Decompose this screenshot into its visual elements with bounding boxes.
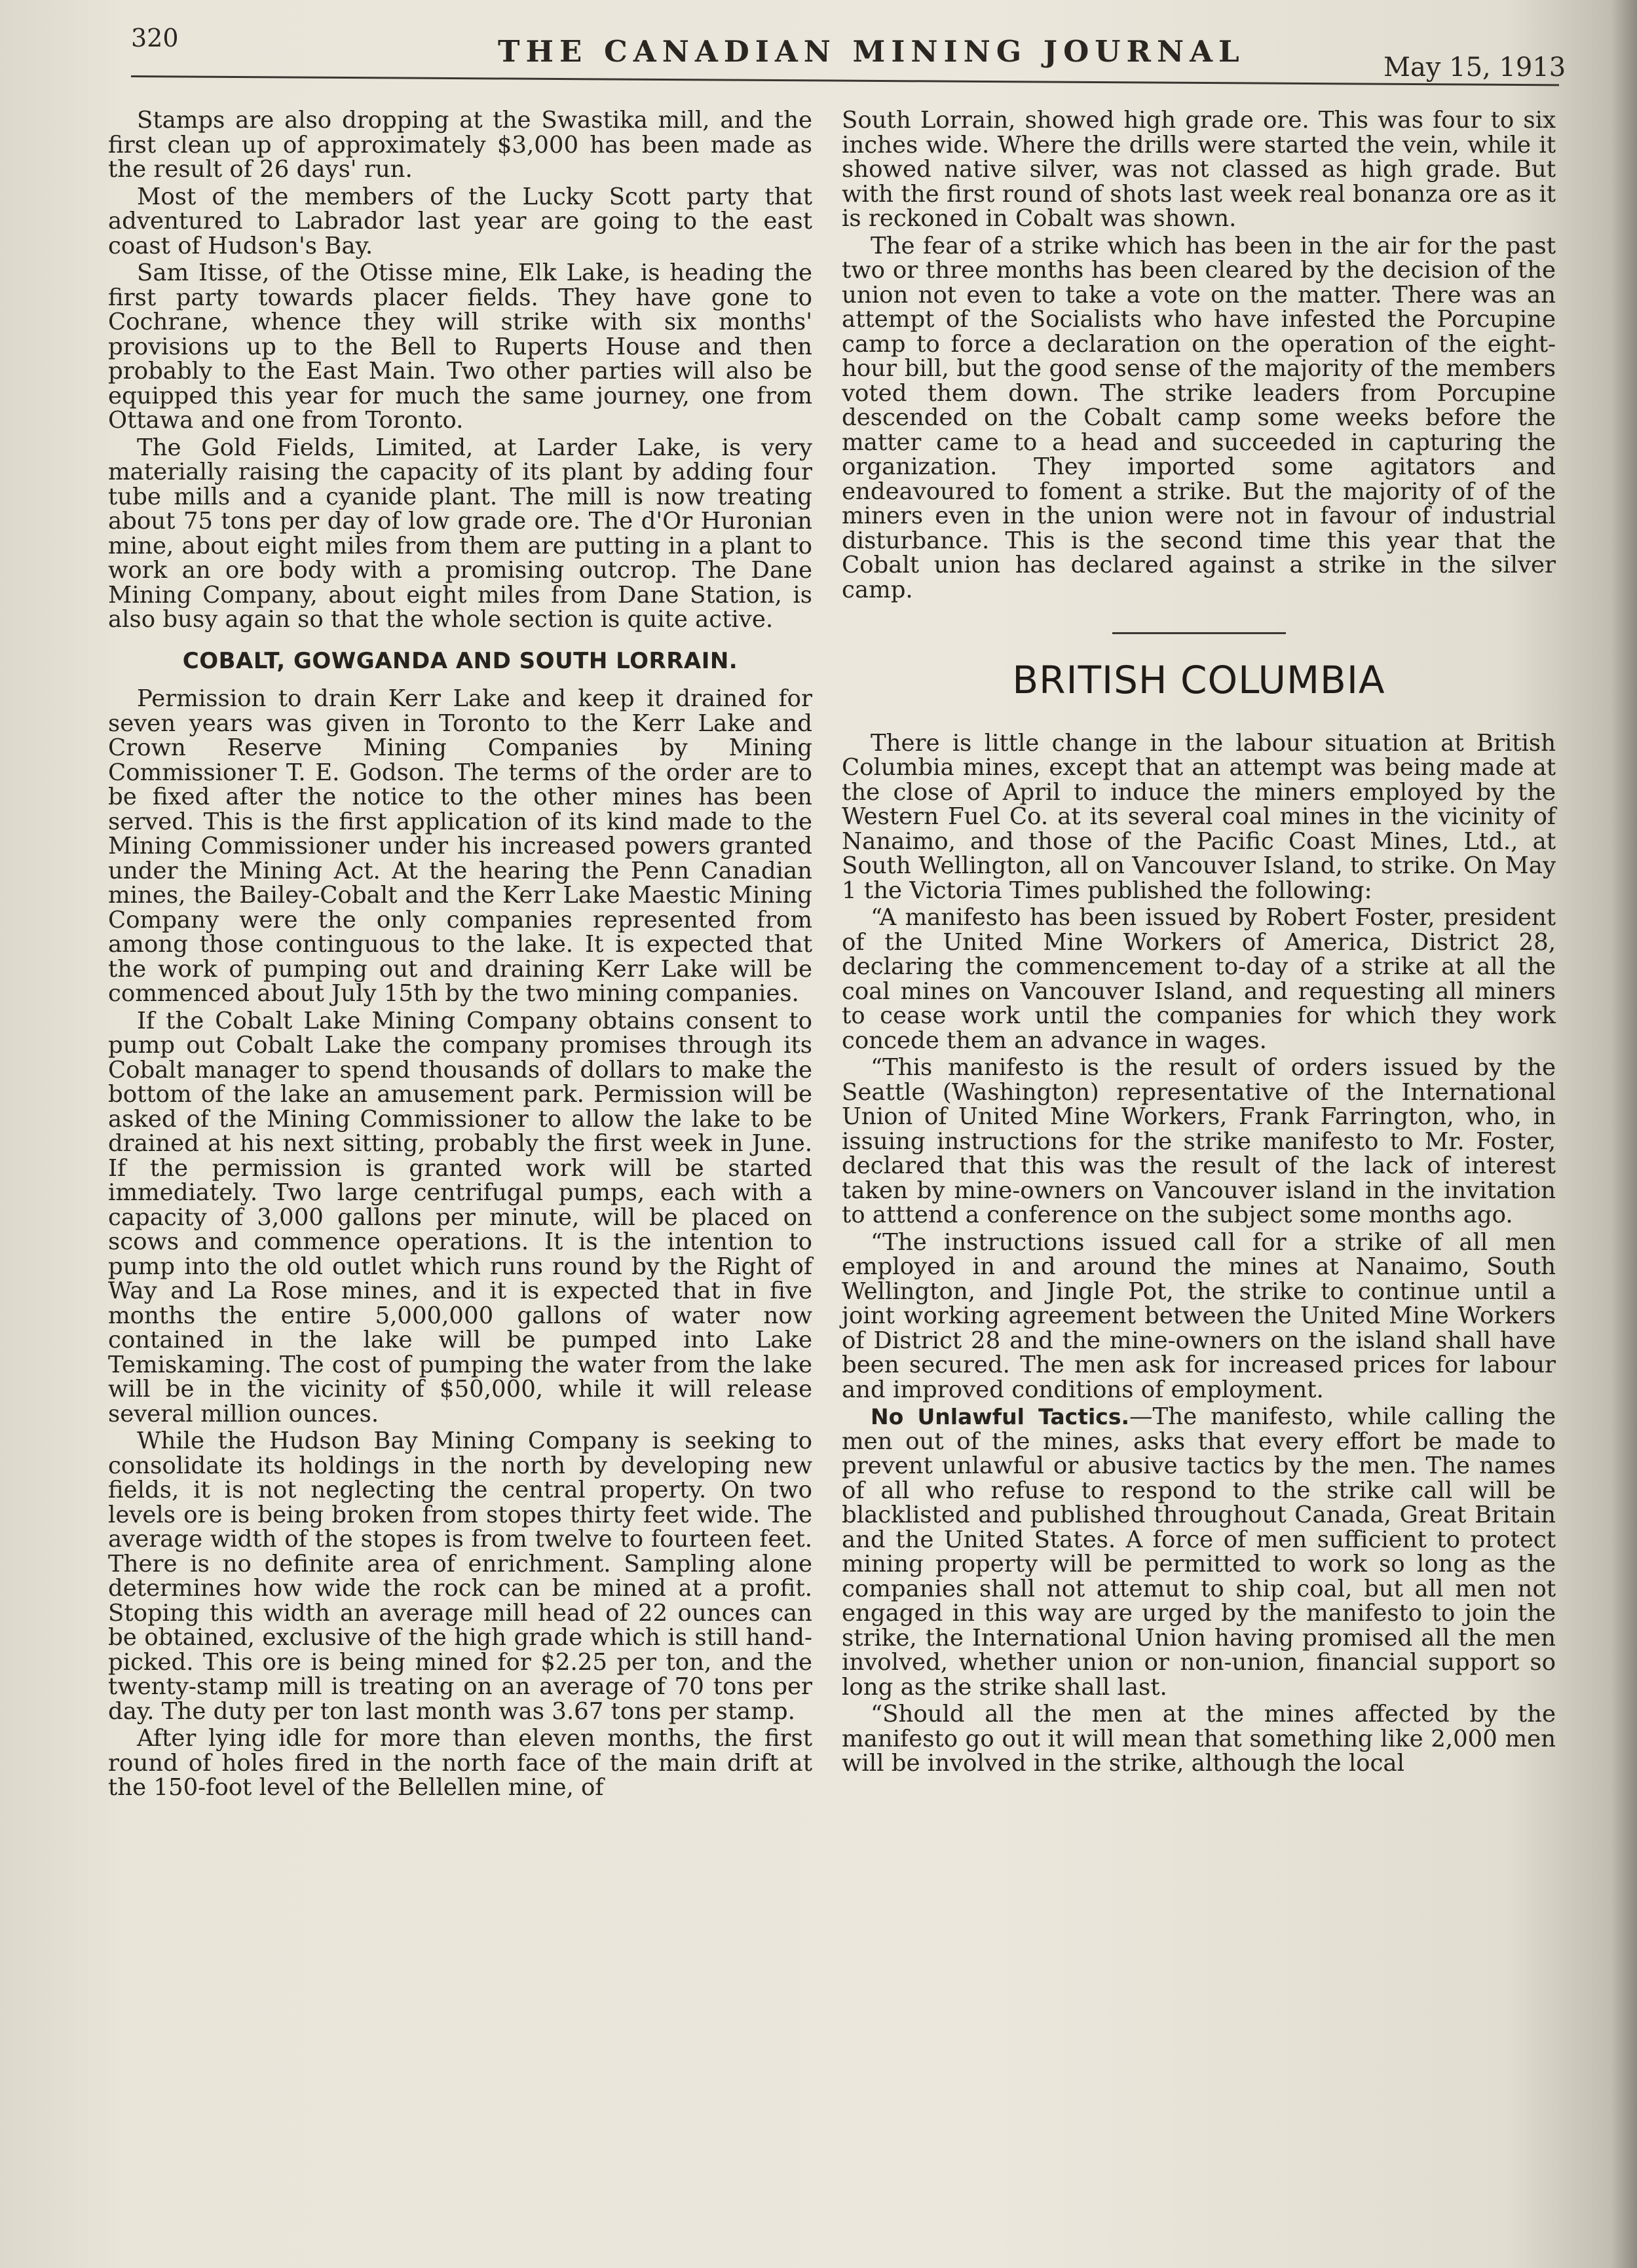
paragraph: Most of the members of the Lucky Scott party that adventured to Labrador last year are going to the east coast of Hudson's Bay. bbox=[108, 183, 812, 259]
header-rule bbox=[131, 75, 1559, 86]
paragraph: If the Cobalt Lake Mining Company obtains consent to pump out Cobalt Lake the company promises through its Cobalt manager to spend thousands of dollars to make the bottom of the lake an amusement park. Permission will be asked of the Mining Commissioner to allow the lake to be drained at his next sitting, probably the first week in June. If the permission is granted work will be started immediately. Two large centrifugal pumps, each with a capacity of 3,000 gallons per minute, will be placed on scows and commence operations. It is the intention to pump into the old outlet which runs round by the Right of Way and La Rose mines, and it is expected that in five months the entire 5,000,000 gallons of water now contained in the lake will be pumped into Lake Temiskaming. The cost of pumping the water from the lake will be in the vicinity of $50,000, while it will release several million ounces. bbox=[108, 1007, 812, 1427]
issue-date: May 15, 1913 bbox=[1383, 52, 1566, 83]
paragraph: While the Hudson Bay Mining Company is seeking to consolidate its holdings in the north by developing new fields, it is not neglecting the central property. On two levels ore is being broken from stopes thirty feet wide. The average width of the stopes is from twelve to fourteen feet. There is no definite area of enrichment. Sampling alone determines how wide the rock can be mined at a profit. Stoping this width an average mill head of 22 ounces can be obtained, exclusive of the high grade which is still hand-picked. This ore is being mined for $2.25 per ton, and the twenty-stamp mill is treating on an average of 70 tons per day. The duty per ton last month was 3.67 tons per stamp. bbox=[108, 1427, 812, 1725]
paragraph: South Lorrain, showed high grade ore. This was four to six inches wide. Where the drills were started the vein, while it showed native silver, was not classed as high grade. But with the first round of shots last week real bonanza ore as it is reckoned in Cobalt was shown. bbox=[842, 107, 1556, 232]
paragraph: “A manifesto has been issued by Robert Foster, president of the United Mine Workers of America, District 28, declaring the commencement to-day of a strike at all the coal mines on Vancouver Island, and requesting all miners to cease work until the companies for which they work concede them an advance in wages. bbox=[842, 904, 1556, 1054]
page-edge-shadow bbox=[1611, 0, 1637, 2268]
section-divider bbox=[1112, 632, 1286, 634]
paragraph: Permission to drain Kerr Lake and keep it drained for seven years was given in Toronto to the Kerr Lake and Crown Reserve Mining Companies by Mining Commissioner T. E. Godson. The terms of the order are to be fixed after the notice to the other mines has been served. This is the first application of its kind made to the Mining Commissioner under his increased powers granted under the Mining Act. At the hearing the Penn Canadian mines, the Bailey-Cobalt and the Kerr Lake Maestic Mining Company were the only companies represented from among those continguous to the lake. It is expected that the work of pumping out and draining Kerr Lake will be commenced about July 15th by the two mining companies. bbox=[108, 685, 812, 1007]
paragraph: The Gold Fields, Limited, at Larder Lake, is very materially raising the capacity of its plant by adding four tube mills and a cyanide plant. The mill is now treating about 75 tons per day of low grade ore. The d'Or Huronian mine, about eight miles from them are putting in a plant to work an ore body with a promising outcrop. The Dane Mining Company, about eight miles from Dane Station, is also busy again so that the whole section is quite active. bbox=[108, 434, 812, 633]
paragraph: There is little change in the labour situation at British Columbia mines, except that an attempt was being made at the close of April to induce the miners employed by the Western Fuel Co. at its several coal mines in the vicinity of Nanaimo, and those of the Pacific Coast Mines, Ltd., at South Wellington, all on Vancouver Island, to strike. On May 1 the Victoria Times published the following: bbox=[842, 729, 1556, 904]
left-column bbox=[108, 108, 812, 1803]
page-number: 320 bbox=[131, 24, 179, 52]
section-title: BRITISH COLUMBIA bbox=[1012, 658, 1385, 702]
paragraph: Stamps are also dropping at the Swastika mill, and the first clean up of approximately $3,000 has been made as the result of 26 days' run. bbox=[108, 107, 812, 183]
right-column bbox=[842, 108, 1556, 1779]
paragraph: The fear of a strike which has been in the air for the past two or three months has been cleared by the decision of the union not even to take a vote on the matter. There was an attempt of the Socialists who have infested the Porcupine camp to force a declaration on the operation of the eight-hour bill, but the good sense of the majority of the members voted them down. The strike leaders from Porcupine descended on the Cobalt camp some weeks before the matter came to a head and succeeded in capturing the organization. They imported some agitators and endeavoured to foment a strike. But the majority of of the miners even in the union were not in favour of industrial disturbance. This is the second time this year that the Cobalt union has declared against a strike in the silver camp. bbox=[842, 232, 1556, 603]
run-in-text: —The manifesto, while calling the men out of the mines, asks that every effort be made to prevent unlawful or abusive tactics by the men. The names of all who refuse to respond to the strike call will be blacklisted and published throughout Canada, Great Britain and the United States. A force of men sufficient to protect mining property will be permitted to work so long as the companies shall not attemut to ship coal, but all men not engaged in this way are urged by the manifesto to join the strike, the International Union having promised all the men involved, whether union or non-union, financial support so long as the strike shall last. bbox=[842, 1403, 1556, 1701]
paragraph: “The instructions issued call for a strike of all men employed in and around the mines at Nanaimo, South Wellington, and Jingle Pot, the strike to continue until a joint working agreement between the United Mine Workers of District 28 and the mine-owners on the island shall have been secured. The men ask for increased prices for labour and improved conditions of employment. bbox=[842, 1228, 1556, 1403]
run-in-heading: No Unlawful Tactics. bbox=[871, 1404, 1130, 1429]
paragraph: “This manifesto is the result of orders issued by the Seattle (Washington) representative of the International Union of United Mine Workers, Frank Farrington, who, in issuing instructions for the strike manifesto to Mr. Foster, declared that this was the result of the lack of interest taken by mine-owners on Vancouver island in the invitation to atttend a conference on the subject some months ago. bbox=[842, 1054, 1556, 1228]
paragraph: After lying idle for more than eleven months, the first round of holes fired in the north face of the main drift at the 150-foot level of the Bellellen mine, of bbox=[108, 1725, 812, 1801]
paragraph-with-run-in bbox=[842, 1405, 1556, 1699]
paragraph: Sam Itisse, of the Otisse mine, Elk Lake, is heading the first party towards placer fields. They have gone to Cochrane, whence they will strike with six months' provisions up to the Bell to Ruperts House and then probably to the East Main. Two other parties will also be equipped this year for much the same journey, one from Ottawa and one from Toronto. bbox=[108, 259, 812, 434]
paragraph: “Should all the men at the mines affected by the manifesto go out it will mean that something like 2,000 men will be involved in the strike, although the local bbox=[842, 1701, 1556, 1777]
section-subheading: COBALT, GOWGANDA AND SOUTH LORRAIN. bbox=[182, 647, 738, 674]
journal-title: THE CANADIAN MINING JOURNAL bbox=[498, 34, 1245, 69]
